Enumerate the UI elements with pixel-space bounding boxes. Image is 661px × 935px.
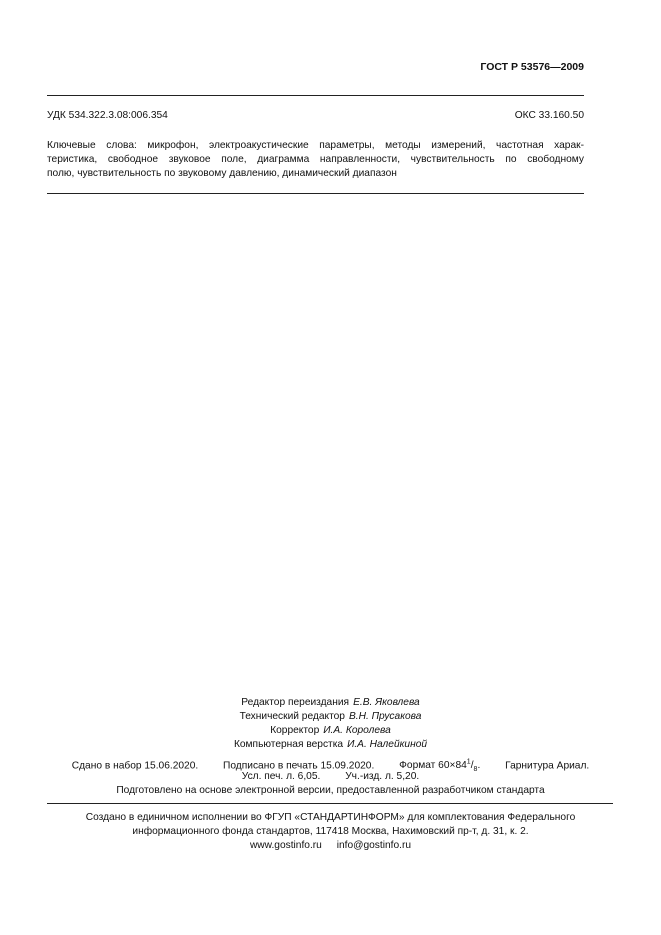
format-suffix: .: [477, 760, 481, 772]
credit-role: Корректор: [270, 725, 320, 736]
standard-number: ГОСТ Р 53576—2009: [480, 61, 584, 73]
divider: [47, 193, 584, 194]
keywords-line: теристика, свободное звуковое поле, диаграмма направленности, чувствительность по свободному: [47, 154, 584, 165]
signed-date: Подписано в печать 15.09.2020.: [223, 760, 375, 772]
credit-line: [0, 710, 661, 724]
typeset-date: Сдано в набор 15.06.2020.: [71, 760, 199, 772]
keywords-line: полю, чувствительность по звуковому давлению, динамический диапазон: [47, 168, 397, 179]
credit-role: Компьютерная верстка: [233, 739, 344, 750]
format-num: 1: [466, 759, 471, 766]
divider: [47, 95, 584, 96]
footer-line: Создано в единичном исполнении во ФГУП «СТАНДАРТИНФОРМ» для комплектования Федерального: [85, 812, 576, 823]
print-sheets: Усл. печ. л. 6,05.: [241, 771, 321, 782]
format: Формат $60\times 84^1/_8$.: [399, 759, 481, 774]
format-den: 8: [473, 766, 478, 774]
keywords-line: Ключевые слова: микрофон, электроакустические параметры, методы измерений, частотная харак-: [47, 140, 584, 151]
footer-line: информационного фонда стандартов, 117418 Москва, Нахимовский пр-т, д. 31, к. 2.: [132, 826, 529, 837]
credit-line: [0, 724, 661, 738]
pub-sheets: Уч.-изд. л. 5,20.: [345, 771, 420, 782]
credit-name: В.Н. Прусакова: [348, 711, 422, 722]
divider: [47, 803, 613, 804]
keywords: [47, 139, 584, 181]
credit-name: Е.В. Яковлева: [353, 697, 420, 708]
credit-line: [0, 696, 661, 710]
prepared-note: Подготовлено на основе электронной версии, предоставленной разработчиком стандарта: [116, 785, 545, 796]
footer-contacts: [0, 839, 661, 853]
format-prefix: Формат 60×84: [399, 760, 467, 772]
print-sheets-line: [0, 770, 661, 784]
credit-name: И.А. Налейкиной: [347, 739, 428, 750]
credit-role: Редактор переиздания: [241, 697, 350, 708]
credit-line: [0, 738, 661, 752]
email-link[interactable]: info@gostinfo.ru: [336, 840, 412, 851]
oks-code: ОКС 33.160.50: [514, 110, 584, 121]
credit-role: Технический редактор: [239, 711, 345, 722]
credit-name: И.А. Королева: [323, 725, 391, 736]
udk-code: УДК 534.322.3.08:006.354: [47, 110, 168, 121]
website-link[interactable]: www.gostinfo.ru: [249, 840, 322, 851]
typeface: Гарнитура Ариал.: [505, 760, 590, 772]
